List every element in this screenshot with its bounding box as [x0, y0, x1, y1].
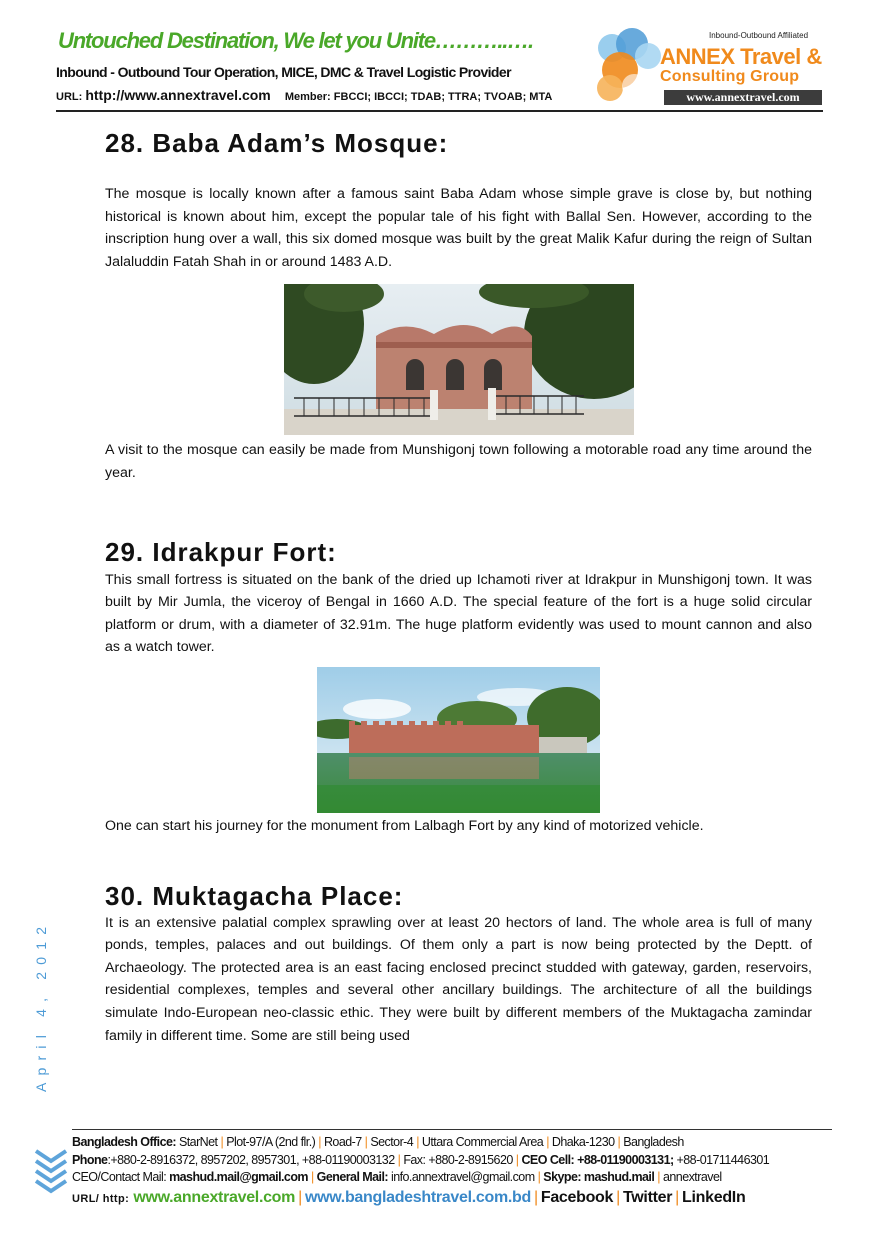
section-paragraph: This small fortress is situated on the bank of the dried up Ichamoti river at Idrakpur in Munshigonj town. It was built by Mir Jumla, the viceroy of Bengal in 1660 A.D. The special feature of the fort is a huge solid circular platform or drum, with a diameter of 32.91m. The huge platform evidently was used to mount cannon and also as a watch tower.: [105, 571, 812, 656]
page-content: [105, 126, 812, 1047]
general-mail-label: General Mail:: [316, 1170, 389, 1184]
contact-mail-label: CEO/Contact Mail:: [72, 1170, 167, 1184]
chevron-stack-icon: [34, 1149, 68, 1199]
office-part: Dhaka-1230: [551, 1135, 615, 1149]
office-part: Bangladesh: [623, 1135, 684, 1149]
header-subtitle: Inbound - Outbound Tour Operation, MICE, DMC & Travel Logistic Provider: [56, 64, 511, 80]
section-paragraph: One can start his journey for the monument from Lalbagh Fort by any kind of motorized vehicle.: [105, 817, 704, 834]
office-part: Plot-97/A (2nd flr.): [226, 1135, 316, 1149]
phone-numbers: :+880-2-8916372, 8957202, 8957301, +88-01190003132: [107, 1152, 395, 1167]
footer-office-line: Bangladesh Office: StarNet | Plot-97/A (2nd flr.) | Road-7 | Sector-4 | Uttara Commercial Area | Dhaka-1230 | Bangladesh: [72, 1135, 684, 1149]
contact-mail-link[interactable]: mashud.mail@gmail.com: [169, 1170, 308, 1184]
fax-number: Fax: +880-2-8915620: [403, 1152, 513, 1167]
section-paragraph: The mosque is locally known after a famous saint Baba Adam whose simple grave is close by, but nothing historical is known about him, except the popular tale of his fight with Ballal Sen. However, according to the inscription hung over a wall, this six domed mosque was built by the great Malik Kafur during the reign of Sultan Jalaluddin Fatah Shah in or around 1483 A.D.: [105, 186, 812, 270]
brand-name-line2: Consulting Group: [660, 68, 800, 85]
ceo-cell-number: : +88-01190003131;: [570, 1152, 674, 1167]
footer-url-label: URL/ http:: [72, 1192, 130, 1205]
footer-url-annextravel[interactable]: www.annextravel.com: [133, 1188, 296, 1206]
general-mail-link[interactable]: info.annextravel@gmail.com: [390, 1170, 535, 1184]
affiliated-caption: Inbound-Outbound Affiliated: [709, 31, 809, 40]
office-label: Bangladesh Office:: [72, 1135, 177, 1149]
footer-links-line: URL/ http: www.annextravel.com | www.bangladeshtravel.com.bd | Facebook | Twitter | LinkedIn: [72, 1188, 746, 1206]
mosque-photo: [284, 284, 634, 435]
section-paragraph: It is an extensive palatial complex sprawling over at least 20 hectors of land. The whole area is full of many ponds, temples, palaces and out buildings. Of them only a part is now being protected by the Deptt. of Archaeology. The protected area is an east facing enclosed precinct studded with gateway, garden, reservoirs, residential complexes, temples and several other ancillary buildings. The architecture of all the buildings simulate Indo-European neo-classic ethic. They were built by different members of the Muktagacha zamindar family in different time. Some are still being used: [105, 914, 812, 1044]
header-divider: [56, 110, 823, 112]
member-label: Member:: [284, 91, 331, 103]
header-url-link[interactable]: http://www.annextravel.com: [85, 87, 271, 103]
facebook-link[interactable]: Facebook: [540, 1188, 614, 1206]
section-title-idrakpur-fort: 29. Idrakpur Fort:: [105, 536, 337, 567]
footer-divider: [72, 1129, 832, 1130]
skype-label: Skype:: [543, 1170, 581, 1184]
skype-id: mashud.mail: [583, 1170, 655, 1184]
ceo-cell-label: CEO Cell: [521, 1152, 571, 1167]
section-title-baba-adam: 28. Baba Adam’s Mosque:: [105, 128, 449, 158]
annex-logo-icon: [592, 24, 664, 108]
header-url-line: [56, 87, 552, 103]
office-part: StarNet: [178, 1135, 218, 1149]
brand-name-line1: ANNEX Travel &: [660, 44, 822, 69]
page-footer: [72, 1134, 840, 1208]
phone-label: Phone: [72, 1152, 108, 1167]
twitter-link[interactable]: Twitter: [623, 1188, 673, 1206]
office-part: Uttara Commercial Area: [421, 1135, 544, 1149]
section-paragraph: A visit to the mosque can easily be made from Munshigonj town following a motorable road any time around the year.: [105, 442, 812, 481]
ceo-cell-number-2: +88-01711446301: [676, 1152, 770, 1167]
url-label: URL:: [56, 91, 83, 103]
office-part: Sector-4: [370, 1135, 414, 1149]
member-list: FBCCI; IBCCI; TDAB; TTRA; TVOAB; MTA: [333, 91, 553, 103]
footer-mail-line: CEO/Contact Mail: mashud.mail@gmail.com | General Mail: info.annextravel@gmail.com | Skype: mashud.mail | annextravel: [72, 1170, 722, 1184]
fort-photo: [317, 667, 600, 813]
footer-url-bangladeshtravel[interactable]: www.bangladeshtravel.com.bd: [304, 1188, 531, 1206]
header-tagline: Untouched Destination, We let you Unite………..….: [58, 28, 533, 53]
footer-phone-line: Phone:+880-2-8916372, 8957202, 8957301, +88-01190003132 | Fax: +880-2-8915620 | CEO Cell: +88-01190003131; +88-01711446301: [72, 1152, 770, 1167]
brand-url-banner[interactable]: www.annextravel.com: [664, 90, 822, 105]
section-title-muktagacha-place: 30. Muktagacha Place:: [105, 880, 404, 911]
side-date: April 4, 2012: [33, 919, 49, 1092]
linkedin-link[interactable]: LinkedIn: [682, 1188, 746, 1206]
office-part: Road-7: [323, 1135, 362, 1149]
skype-id-2: annextravel: [663, 1170, 722, 1184]
